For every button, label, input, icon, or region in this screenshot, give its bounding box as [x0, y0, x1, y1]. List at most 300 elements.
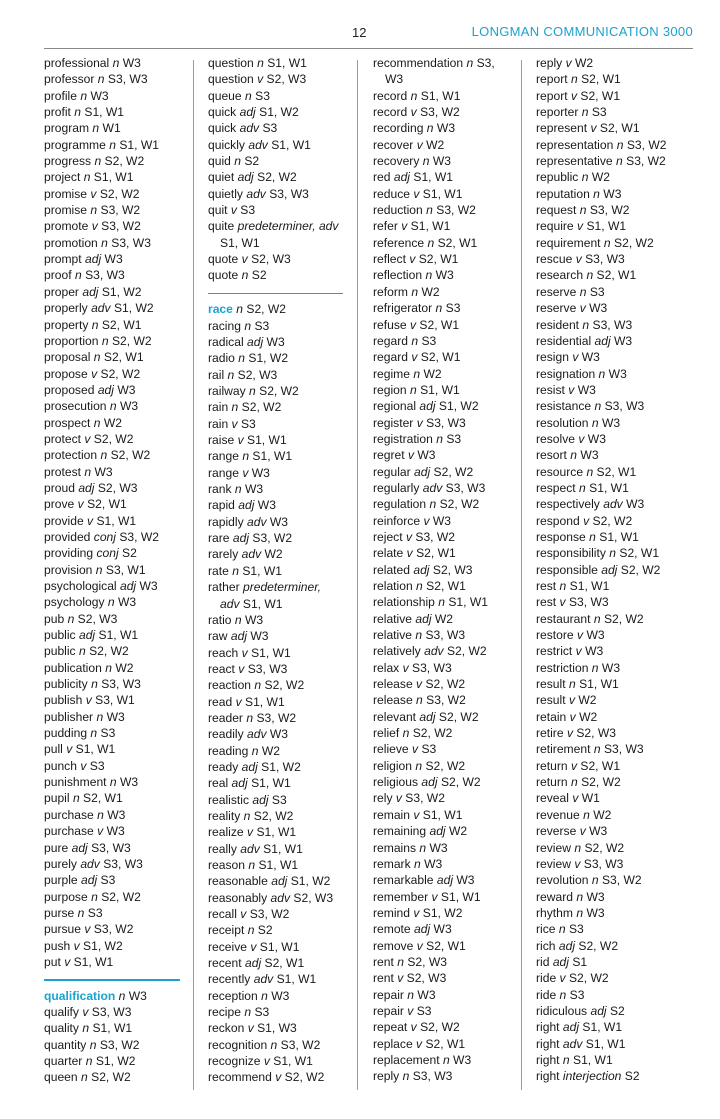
part-of-speech: n [254, 678, 262, 693]
word-entry [208, 1037, 343, 1053]
word-entry [373, 431, 509, 447]
part-of-speech: n [419, 840, 427, 855]
frequency-band: S2, W2 [581, 775, 621, 790]
part-of-speech: n [118, 988, 126, 1003]
headword: remain [373, 807, 410, 822]
word-entry [208, 743, 343, 759]
frequency-band: S2 [244, 154, 260, 169]
frequency-band: W3 [257, 498, 276, 513]
part-of-speech: adj [601, 562, 618, 577]
frequency-band: S2, W2 [584, 840, 625, 855]
headword: put [44, 954, 61, 969]
frequency-band: S2, W2 [433, 464, 474, 479]
frequency-band: S1, W1 [98, 628, 139, 643]
headword: research [536, 268, 584, 283]
word-entry [536, 643, 696, 659]
part-of-speech: v [409, 252, 416, 267]
word-entry [536, 153, 696, 169]
headword: proud [44, 480, 75, 495]
part-of-speech: v [231, 416, 238, 431]
headword: program [44, 121, 90, 136]
headword: representative [536, 154, 613, 169]
headword: remember [373, 889, 429, 904]
headword: reading [208, 743, 249, 758]
word-entry [208, 55, 343, 71]
column-divider [521, 60, 522, 1090]
word-entry [208, 448, 343, 464]
frequency-band: S2, W2 [284, 1070, 325, 1085]
part-of-speech: n [579, 203, 587, 218]
part-of-speech: n [570, 448, 578, 463]
word-entry [536, 88, 696, 104]
word-entry [44, 55, 180, 71]
word-entry [208, 514, 343, 530]
headword: region [373, 382, 407, 397]
word-entry [208, 383, 343, 399]
part-of-speech: n [246, 710, 254, 725]
headword: requirement [536, 235, 601, 250]
frequency-band: S2, W1 [101, 317, 142, 332]
word-entry [44, 840, 180, 856]
frequency-band: S1, W1 [422, 807, 463, 822]
word-entry [536, 1036, 696, 1052]
headword: rescue [536, 252, 573, 267]
frequency-band: S3, W2 [252, 531, 293, 546]
frequency-band: S1, W1 [84, 105, 125, 120]
word-entry [44, 333, 180, 349]
frequency-band: S3, W2 [280, 1037, 321, 1052]
word-entry [208, 988, 343, 1004]
headword: pure [44, 840, 69, 855]
frequency-band: S1, W1 [242, 596, 283, 611]
part-of-speech: v [407, 448, 415, 463]
part-of-speech: n [415, 628, 423, 643]
word-entry [373, 317, 509, 333]
part-of-speech: n [91, 677, 98, 692]
word-entry [536, 202, 696, 218]
headword: regular [373, 464, 411, 479]
frequency-band: S3 [421, 742, 437, 757]
word-entry [536, 970, 696, 986]
part-of-speech: v [410, 1020, 417, 1035]
word-entry [208, 612, 343, 628]
part-of-speech: n [411, 284, 419, 299]
frequency-band: W3 [269, 727, 289, 742]
headword: read [208, 694, 233, 709]
headword: public [44, 628, 76, 643]
headword: purchase [44, 824, 94, 839]
part-of-speech: n [562, 1052, 570, 1067]
frequency-band: W3 [587, 431, 606, 446]
word-entry [373, 627, 509, 643]
part-of-speech: n [609, 546, 617, 561]
frequency-band: S3 [589, 284, 605, 299]
frequency-band: S3, W2 [415, 529, 456, 544]
part-of-speech: v [247, 825, 254, 840]
word-entry [44, 431, 180, 447]
headword: recipe [208, 1005, 241, 1020]
word-entry [44, 741, 180, 757]
frequency-band: S3, W3 [592, 317, 633, 332]
word-entry [208, 530, 343, 546]
word-entry [536, 120, 696, 136]
word-entry [373, 987, 509, 1003]
headword: respond [536, 513, 580, 528]
frequency-band: W2 [103, 415, 123, 430]
headword: reception [208, 988, 258, 1003]
headword: regulation [373, 497, 427, 512]
part-of-speech: n [81, 1070, 88, 1085]
headword: reduce [373, 186, 410, 201]
part-of-speech: v [238, 661, 245, 676]
word-entry [536, 382, 696, 398]
headword: reply [373, 1069, 400, 1084]
frequency-band: W2 [115, 660, 134, 675]
headword: reaction [208, 678, 252, 693]
headword: recovery [373, 154, 420, 169]
part-of-speech: n [410, 382, 417, 397]
part-of-speech: n [442, 1052, 450, 1067]
part-of-speech: adj [78, 628, 96, 643]
frequency-band: S2, W1 [420, 350, 461, 365]
headword: representation [536, 137, 614, 152]
headword: profile [44, 88, 77, 103]
word-entry [536, 398, 696, 414]
frequency-band: S1, W1 [422, 186, 463, 201]
word-entry [44, 88, 180, 104]
part-of-speech: n [96, 709, 104, 724]
word-entry [373, 529, 509, 545]
part-of-speech: adj [231, 776, 248, 791]
headword: project [44, 170, 81, 185]
headword: programme [44, 137, 106, 152]
part-of-speech: v [73, 938, 80, 953]
headword: publicity [44, 677, 88, 692]
word-entry [373, 186, 509, 202]
word-entry [44, 921, 180, 937]
headword: reveal [536, 791, 569, 806]
word-entry [373, 480, 509, 496]
frequency-band: S1, W2 [83, 938, 123, 953]
headword: repair [373, 1003, 404, 1018]
frequency-band: W3 [104, 252, 123, 267]
headword: reform [373, 284, 408, 299]
part-of-speech: n [579, 480, 586, 495]
frequency-band: S2, W2 [592, 513, 633, 528]
word-entry [208, 906, 343, 922]
frequency-band: S2, W2 [438, 709, 479, 724]
headword: right [536, 1020, 560, 1035]
frequency-band: S2 [122, 546, 137, 561]
word-entry [536, 349, 696, 365]
frequency-band: W3 [117, 382, 136, 397]
part-of-speech: n [576, 889, 584, 904]
word-entry [44, 267, 180, 283]
part-of-speech: n [593, 742, 601, 757]
headword: remove [373, 938, 414, 953]
word-entry [44, 137, 180, 153]
part-of-speech: n [593, 186, 600, 201]
word-entry [44, 251, 180, 267]
word-entry [536, 186, 696, 202]
word-entry [536, 529, 696, 545]
frequency-band: S1, W1 [410, 219, 451, 234]
headword: resource [536, 464, 584, 479]
part-of-speech: n [107, 595, 115, 610]
part-of-speech: v [416, 415, 423, 430]
section-divider [208, 293, 343, 295]
word-entry [373, 55, 509, 88]
word-entry [208, 922, 343, 938]
frequency-band: S3 [421, 333, 437, 348]
headword: resistance [536, 399, 592, 414]
headword: restrict [536, 644, 573, 659]
word-entry [208, 775, 343, 791]
part-of-speech: n [236, 302, 243, 317]
headword: quick [208, 105, 237, 120]
part-of-speech: n [100, 448, 108, 463]
part-of-speech: n [90, 726, 98, 741]
frequency-band: S1, W2 [259, 105, 299, 120]
frequency-band: S1, W1 [420, 382, 460, 397]
headword: regard [373, 333, 408, 348]
part-of-speech: n [90, 203, 98, 218]
part-of-speech: n [249, 384, 256, 399]
part-of-speech: adj [237, 170, 254, 185]
frequency-band: S3 [240, 203, 256, 218]
headword: ridiculous [536, 1003, 588, 1018]
headword: reward [536, 889, 573, 904]
word-entry [208, 267, 343, 283]
part-of-speech: adj [78, 480, 95, 495]
frequency-band: W3 [453, 1052, 472, 1067]
frequency-band: W3 [581, 350, 600, 365]
word-entry [44, 643, 180, 659]
frequency-band: S1, W1 [420, 88, 461, 103]
headword: responsible [536, 562, 598, 577]
headword: remarkable [373, 873, 434, 888]
word-entry [208, 1004, 343, 1020]
headword: restore [536, 628, 574, 643]
frequency-band: W3 [251, 465, 270, 480]
word-entry [373, 594, 509, 610]
word-entry [208, 1069, 343, 1085]
section-head-entry [208, 301, 343, 317]
frequency-band: S1, W1 [256, 825, 297, 840]
headword: psychological [44, 579, 117, 593]
part-of-speech: v [578, 431, 585, 446]
headword: rapidly [208, 514, 244, 529]
headword: regime [373, 366, 410, 381]
frequency-band: W1 [581, 791, 600, 806]
part-of-speech: n [109, 399, 117, 414]
word-entry [373, 758, 509, 774]
word-entry [208, 104, 343, 120]
part-of-speech: n [84, 464, 92, 479]
headword: relative [373, 611, 412, 626]
frequency-band: W3 [128, 988, 147, 1003]
part-of-speech: n [67, 611, 75, 626]
word-entry [44, 545, 180, 561]
headword: reader [208, 710, 243, 725]
headword: rent [373, 971, 394, 986]
headword: reckon [208, 1021, 245, 1036]
headword: require [536, 219, 574, 234]
frequency-band: S2, W2 [91, 1070, 131, 1085]
frequency-band: S2, W1 [596, 268, 637, 283]
part-of-speech: adj [81, 873, 98, 888]
frequency-band: W3 [608, 366, 627, 381]
headword: qualification [44, 988, 116, 1003]
frequency-band: S3, W3 [247, 661, 288, 676]
word-entry [373, 709, 509, 725]
word-entry [373, 153, 509, 169]
word-entry [373, 840, 509, 856]
headword: respectively [536, 497, 600, 512]
frequency-band: S3, W3 [103, 856, 143, 871]
frequency-band: S2, W2 [420, 1020, 460, 1035]
word-entry [373, 104, 509, 120]
headword: progress [44, 154, 92, 169]
frequency-band: W3 [139, 579, 158, 593]
headword: recent [208, 956, 242, 971]
part-of-speech: n [583, 807, 590, 822]
frequency-band: W3 [120, 399, 139, 414]
part-of-speech: adj [414, 922, 431, 937]
headword: purely [44, 856, 77, 871]
part-of-speech: adj [119, 579, 137, 593]
part-of-speech: n [603, 235, 611, 250]
word-entry [536, 938, 696, 954]
frequency-band: S2 [251, 268, 267, 283]
word-entry [536, 1003, 696, 1019]
column-divider [357, 60, 358, 1090]
headword: replace [373, 1036, 413, 1051]
frequency-band: S3, W2 [405, 791, 445, 806]
word-entry [536, 790, 696, 806]
headword: release [373, 693, 413, 708]
headword: raw [208, 629, 228, 644]
headword: rapid [208, 498, 235, 513]
headword: rare [208, 531, 230, 546]
part-of-speech: predeterminer, adv [220, 580, 321, 611]
word-entry [208, 971, 343, 987]
part-of-speech: adv [422, 480, 443, 495]
word-entry [373, 954, 509, 970]
part-of-speech: n [234, 482, 242, 497]
part-of-speech: v [416, 137, 423, 152]
word-entry [208, 955, 343, 971]
word-entry [373, 692, 509, 708]
frequency-band: S3, W3 [101, 677, 141, 692]
headword: religion [373, 758, 412, 773]
part-of-speech: adj [241, 759, 258, 774]
word-entry [208, 546, 343, 562]
part-of-speech: v [91, 366, 98, 381]
headword: request [536, 203, 577, 218]
headword: promise [44, 203, 88, 218]
frequency-band: W3 [432, 513, 451, 528]
headword: publish [44, 693, 83, 708]
part-of-speech: n [77, 905, 85, 920]
part-of-speech: n [109, 137, 116, 152]
frequency-band: W3 [589, 301, 608, 316]
part-of-speech: adj [85, 252, 102, 267]
frequency-band: W3 [269, 514, 289, 529]
headword: properly [44, 301, 88, 316]
frequency-band: S1, W1 [267, 56, 307, 70]
part-of-speech: adj [239, 105, 256, 120]
word-entry [536, 611, 696, 627]
headword: pursue [44, 922, 81, 937]
headword: radio [208, 351, 235, 366]
frequency-band: S3 [445, 301, 461, 316]
part-of-speech: v [97, 824, 104, 839]
frequency-band: W2 [449, 824, 468, 839]
headword: pub [44, 611, 65, 626]
headword: rank [208, 482, 232, 497]
headword: right [536, 1036, 560, 1051]
word-entry [373, 856, 509, 872]
frequency-band: S2, W1 [426, 938, 466, 953]
part-of-speech: v [77, 497, 84, 512]
headword: race [208, 302, 233, 317]
frequency-band: W2 [426, 137, 445, 152]
part-of-speech: n [105, 660, 112, 675]
frequency-band: W3 [424, 856, 443, 871]
frequency-band: S2, W2 [110, 448, 151, 463]
word-entry [536, 774, 696, 790]
part-of-speech: v [257, 72, 264, 87]
frequency-band: S1, W1 [73, 954, 114, 969]
frequency-band: W3 [586, 889, 605, 904]
part-of-speech: adv [240, 841, 260, 856]
headword: protest [44, 464, 81, 479]
headword: purse [44, 905, 75, 920]
part-of-speech: n [93, 415, 101, 430]
part-of-speech: n [397, 954, 404, 969]
headword: restaurant [536, 611, 591, 626]
part-of-speech: adv [80, 856, 100, 871]
headword: review [536, 840, 571, 855]
frequency-band: W3 [433, 922, 452, 937]
frequency-band: S2, W3 [407, 954, 447, 969]
headword: reach [208, 645, 239, 660]
part-of-speech: v [577, 219, 584, 234]
word-entry [44, 464, 180, 480]
word-entry [208, 645, 343, 661]
headword: quality [44, 1021, 79, 1036]
part-of-speech: v [66, 742, 73, 757]
word-entry [536, 987, 696, 1003]
part-of-speech: adv [270, 890, 291, 905]
word-entry [536, 905, 696, 921]
word-entry [44, 627, 180, 643]
headword: promote [44, 219, 89, 234]
headword: regularly [373, 480, 420, 495]
part-of-speech: n [411, 333, 419, 348]
word-entry [536, 709, 696, 725]
part-of-speech: adj [232, 531, 250, 546]
part-of-speech: v [569, 709, 576, 724]
word-entry [44, 496, 180, 512]
headword: react [208, 661, 235, 676]
word-entry [208, 318, 343, 334]
frequency-band: W3 [586, 905, 605, 920]
part-of-speech: adv [253, 972, 274, 987]
part-of-speech: n [559, 579, 567, 593]
frequency-band: W3 [432, 154, 451, 169]
